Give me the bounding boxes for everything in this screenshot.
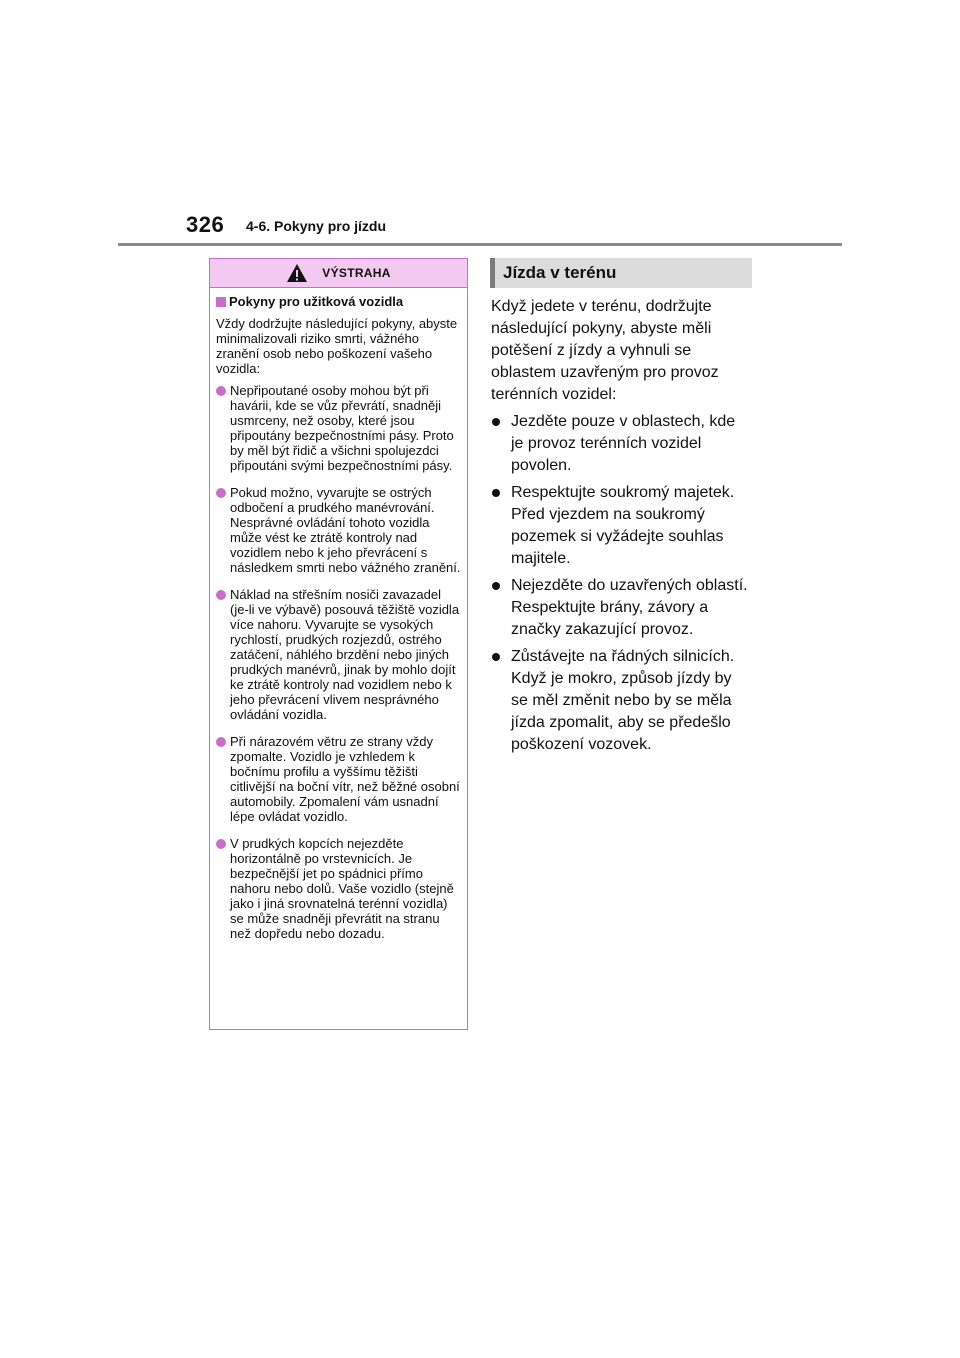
warning-triangle-icon xyxy=(286,263,308,283)
warning-intro: Vždy dodržujte následující pokyny, abyste minimalizovali riziko smrti, vážného zranění osob nebo poškození vašeho vozidla: xyxy=(216,316,458,376)
round-bullet-icon xyxy=(216,488,226,498)
list-item-text: Respektujte soukromý majetek. Před vjezdem na soukromý pozemek si vyžádejte souhlas majitele. xyxy=(511,484,735,567)
round-bullet-icon xyxy=(216,737,226,747)
warning-item xyxy=(216,383,461,473)
warning-body xyxy=(210,288,467,941)
list-item xyxy=(490,482,752,570)
page-header xyxy=(0,0,960,250)
warning-subheading xyxy=(216,294,461,309)
square-bullet-icon xyxy=(216,297,226,307)
list-item-text: Nejezděte do uzavřených oblastí. Respektujte brány, závory a značky zakazující provoz. xyxy=(511,577,748,638)
round-bullet-icon xyxy=(216,839,226,849)
page-number: 326 xyxy=(186,212,225,237)
warning-item-text: Při nárazovém větru ze strany vždy zpomalte. Vozidlo je vzhledem k bočnímu profilu a vyššímu těžišti citlivější na boční vítr, než běžné osobní automobily. Zpomalení vám usnadní lépe ovládat vozidlo. xyxy=(230,734,460,824)
warning-title: VÝSTRAHA xyxy=(322,266,391,280)
bullet-icon xyxy=(492,418,500,426)
warning-item-text: Nepřipoutané osoby mohou být při havárii, kde se vůz převrátí, snadněji usmrceny, než osoby, které jsou připoutány bezpečnostními pásy. Proto by měl být řidič a všichni spolujezdci připoutáni svými bezpečnostními pásy. xyxy=(230,383,454,473)
section-bullets xyxy=(490,411,752,756)
warning-subheading-text: Pokyny pro užitková vozidla xyxy=(229,294,404,309)
list-item xyxy=(490,575,752,641)
warning-item-text: Pokud možno, vyvarujte se ostrých odbočení a prudkého manévrování. Nesprávné ovládání tohoto vozidla může vést ke ztrátě kontroly nad vozidlem nebo k jeho převrácení s následkem smrti nebo vážného zranění. xyxy=(230,485,461,575)
warning-box xyxy=(209,258,468,1030)
chapter-title: 4-6. Pokyny pro jízdu xyxy=(246,218,387,234)
list-item xyxy=(490,646,752,756)
list-item-text: Zůstávejte na řádných silnicích. Když je mokro, způsob jízdy by se měl změnit nebo by se měla jízda zpomalit, aby se předešlo poškození vozovek. xyxy=(511,648,735,753)
section-title: Jízda v terénu xyxy=(503,263,617,282)
offroad-section xyxy=(490,258,752,756)
list-item-text: Jezděte pouze v oblastech, kde je provoz terénních vozidel povolen. xyxy=(511,413,736,474)
section-intro: Když jedete v terénu, dodržujte následující pokyny, abyste měli potěšení z jízdy a vyhnuli se oblastem uzavřeným pro provoz terénních vozidel: xyxy=(491,298,719,403)
bullet-icon xyxy=(492,489,500,497)
warning-header xyxy=(210,259,467,288)
header-divider xyxy=(118,243,842,246)
warning-item xyxy=(216,734,461,824)
round-bullet-icon xyxy=(216,590,226,600)
bullet-icon xyxy=(492,582,500,590)
warning-item xyxy=(216,485,461,575)
warning-item-text: V prudkých kopcích nejezděte horizontálně po vrstevnicích. Je bezpečnější jet po spádnici přímo nahoru nebo dolů. Vaše vozidlo (stejně jako i jiná srovnatelná terénní vozidla) se může snadněji převrátit na stranu než dopředu nebo dozadu. xyxy=(230,836,454,941)
section-heading-bar xyxy=(490,258,495,288)
section-heading xyxy=(490,258,752,288)
list-item xyxy=(490,411,752,477)
round-bullet-icon xyxy=(216,386,226,396)
bullet-icon xyxy=(492,653,500,661)
warning-item xyxy=(216,836,461,941)
warning-item-text: Náklad na střešním nosiči zavazadel (je-li ve výbavě) posouvá těžiště vozidla více nahoru. Vyvarujte se vysokých rychlostí, prudkých rozjezdů, ostrého zatáčení, náhlého brzdění nebo jiných prudkých manévrů, jinak by mohlo dojít ke ztrátě kontroly nad vozidlem nebo k jeho převrácení vlivem nesprávného ovládání vozidla. xyxy=(230,587,460,722)
warning-item xyxy=(216,587,461,722)
